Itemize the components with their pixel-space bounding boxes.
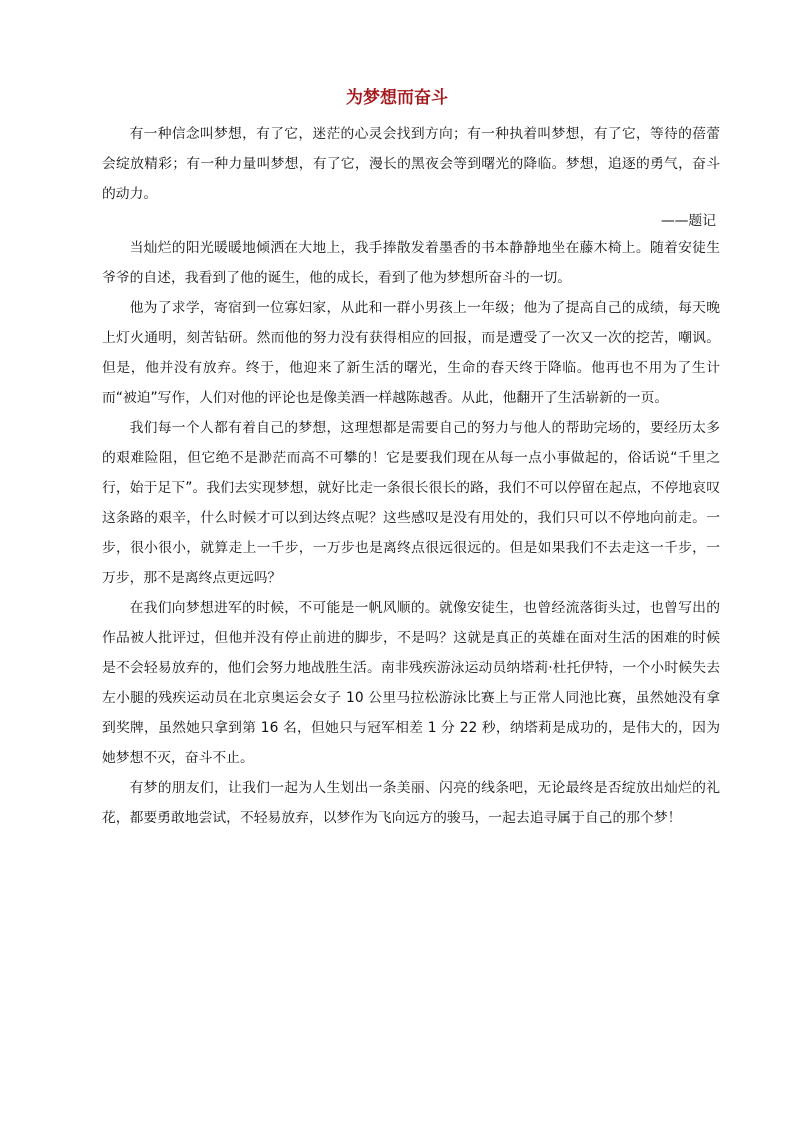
epigraph-signature: ——题记 [660, 213, 716, 229]
page-title: 为梦想而奋斗 [346, 88, 448, 108]
article-body [102, 119, 720, 833]
body-paragraph-4: 在我们向梦想进军的时候，不可能是一帆风顺的。就像安徒生，也曾经流落街头过，也曾写出的作品被人批评过，但他并没有停止前进的脚步，不是吗？这就是真正的英雄在面对生活的困难的时候是不会轻易放弃的，他们会努力地战胜生活。南非残疾游泳运动员纳塔莉·杜托伊特，一个小时候失去左小腿的残疾运动员在北京奥运会女子 10 公里马拉松游泳比赛上与正常人同池比赛，虽然她没有拿到奖牌，虽然她只拿到第 16 名，但她只与冠军相差 1 分 22 秒，纳塔莉是成功的，是伟大的，因为她梦想不灭，奋斗不止。 [102, 600, 720, 766]
body-paragraph-2: 他为了求学，寄宿到一位寡妇家，从此和一群小男孩上一年级；他为了提高自己的成绩，每天晚上灯火通明，刻苦钻研。然而他的努力没有获得相应的回报，而是遭受了一次又一次的挖苦，嘲讽。但是，他并没有放弃。终于，他迎来了新生活的曙光，生命的春天终于降临。他再也不用为了生计而“被迫”写作，人们对他的评论也是像美酒一样越陈越香。从此，他翻开了生活崭新的一页。 [102, 300, 720, 406]
intro-paragraph: 有一种信念叫梦想，有了它，迷茫的心灵会找到方向；有一种执着叫梦想，有了它，等待的蓓蕾会绽放精彩；有一种力量叫梦想，有了它，漫长的黑夜会等到曙光的降临。梦想，追逐的勇气，奋斗的动力。 [102, 126, 720, 202]
body-paragraph-3: 我们每一个人都有着自己的梦想，这理想都是需要自己的努力与他人的帮助完场的，要经历太多的艰难险阻，但它绝不是渺茫而高不可攀的！它是要我们现在从每一点小事做起的，俗话说“千里之行，始于足下”。我们去实现梦想，就好比走一条很长很长的路，我们不可以停留在起点，不停地哀叹这条路的艰辛，什么时候才可以到达终点呢？这些感叹是没有用处的，我们只可以不停地向前走。一步，很小很小，就算走上一千步，一万步也是离终点很远很远的。但是如果我们不去走这一千步，一万步，那不是离终点更远吗？ [102, 420, 720, 586]
body-paragraph-1: 当灿烂的阳光暖暖地倾洒在大地上，我手捧散发着墨香的书本静静地坐在藤木椅上。随着安徒生爷爷的自述，我看到了他的诞生，他的成长，看到了他为梦想所奋斗的一切。 [102, 240, 720, 286]
body-paragraph-5: 有梦的朋友们，让我们一起为人生划出一条美丽、闪亮的线条吧，无论最终是否绽放出灿烂的礼花，都要勇敢地尝试，不轻易放弃，以梦作为飞向远方的骏马，一起去追寻属于自己的那个梦！ [102, 780, 720, 826]
